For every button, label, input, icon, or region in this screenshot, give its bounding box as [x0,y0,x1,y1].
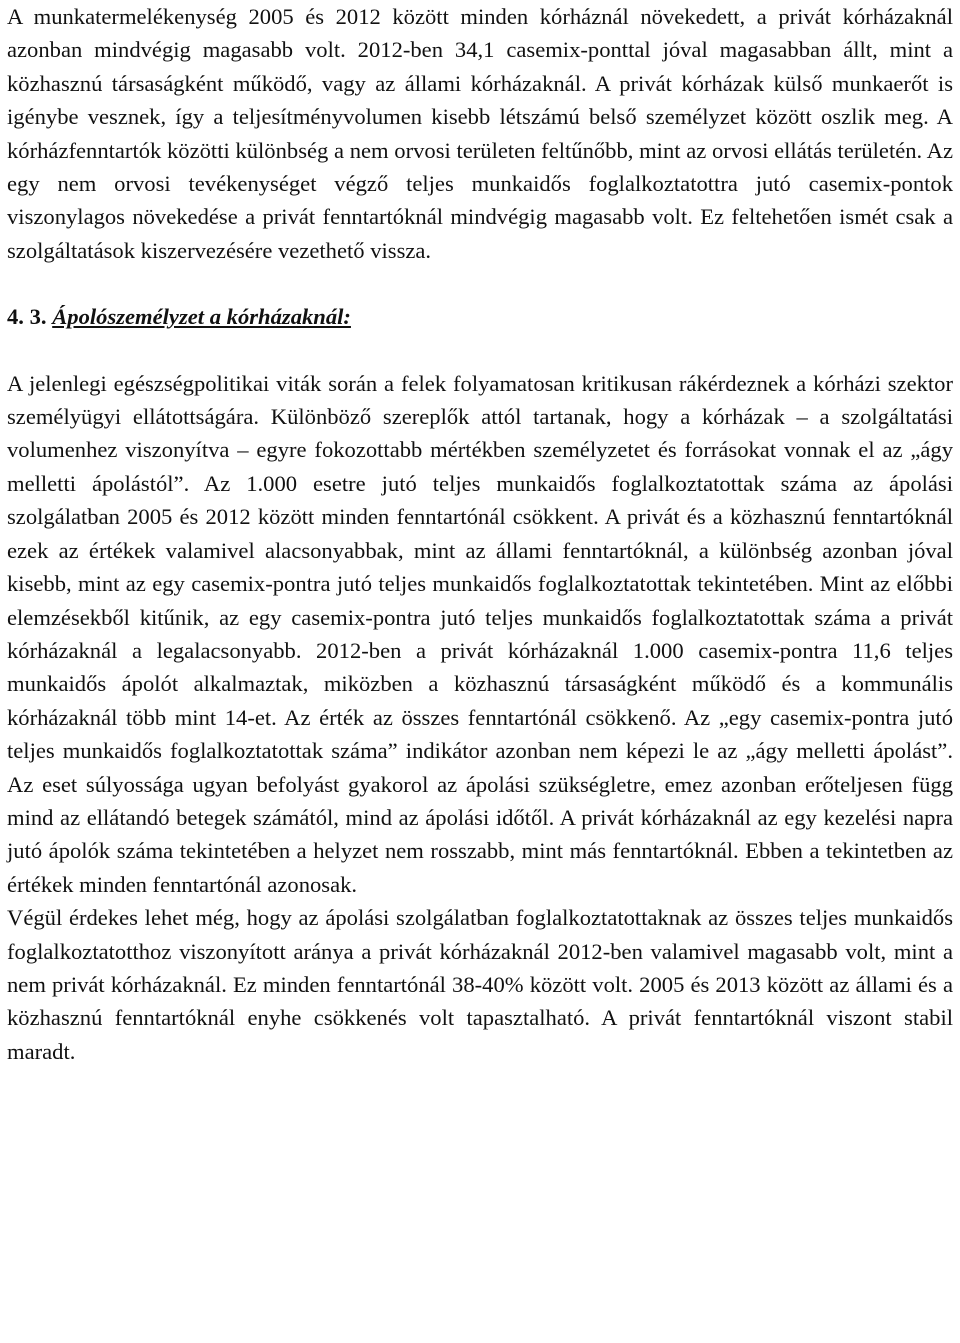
section-number: 4. 3. [7,304,47,330]
paragraph-nursing-share: Végül érdekes lehet még, hogy az ápolási szolgálatban foglalkoztatottaknak az összes teljes munkaidős foglalkoztatotthoz viszonyított aránya a privát kórházaknál 2012-ben valamivel magasabb volt, mint a nem privát kórházaknál. Ez minden fenntartónál 38-40% között volt. 2005 és 2013 között az állami és a közhasznú fenntartóknál enyhe csökkenés volt tapasztalható. A privát fenntartóknál viszont stabil maradt. [7,905,953,1064]
section-heading [7,300,953,333]
section-title: Ápolószemélyzet a kórházaknál: [52,304,351,330]
paragraph-nursing-staff: A jelenlegi egészségpolitikai viták során a felek folyamatosan kritikusan rákérdeznek a kórházi szektor személyügyi ellátottságára. Különböző szereplők attól tartanak, hogy a kórházak – a szolgáltatási volumenhez viszonyítva – egyre fokozottabb mértékben személyzetet és forrásokat vonnak el az „ágy melletti ápolástól”. Az 1.000 esetre jutó teljes munkaidős foglalkoztatottak száma az ápolási szolgálatban 2005 és 2012 között minden fenntartónál csökkent. A privát és a közhasznú fenntartóknál ezek az értékek valamivel alacsonyabbak, mint az állami fenntartóknál, a különbség azonban jóval kisebb, mint az egy casemix-pontra jutó teljes munkaidős foglalkoztatottak tekintetében. Mint az előbbi elemzésekből kitűnik, az egy casemix-pontra jutó teljes munkaidős foglalkoztatottak száma a privát kórházaknál a legalacsonyabb. 2012-ben a privát kórházaknál 1.000 casemix-pontra 11,6 teljes munkaidős ápolót alkalmaztak, miközben a közhasznú társaságként működő és a kommunális kórházaknál több mint 14-et. Az érték az összes fenntartónál csökkenő. Az „egy casemix-pontra jutó teljes munkaidős foglalkoztatottak száma” indikátor azonban nem képezi le az „ágy melletti ápolást”. Az eset súlyossága ugyan befolyást gyakorol az ápolási szükségletre, emez azonban erőteljesen függ mind az ellátandó betegek számától, mind az ápolási időtől. A privát kórházaknál az egy kezelési napra jutó ápolók száma tekintetében a helyzet nem rosszabb, mint más fenntartóknál. Ebben a tekintetben az értékek minden fenntartónál azonosak. [7,370,953,897]
document-page [7,0,953,1068]
paragraph-productivity: A munkatermelékenység 2005 és 2012 között minden kórháznál növekedett, a privát kórházaknál azonban mindvégig magasabb volt. 2012-ben 34,1 casemix-ponttal jóval magasabban állt, mint a közhasznú társaságként működő, vagy az állami kórházaknál. A privát kórházak külső munkaerőt is igénybe vesznek, így a teljesítményvolumen kisebb létszámú belső személyzet között oszlik meg. A kórházfenntartók közötti különbség a nem orvosi területen feltűnőbb, mint az orvosi ellátás területén. Az egy nem orvosi tevékenységet végző teljes munkaidős foglalkoztatottra jutó casemix-pontok viszonylagos növekedése a privát fenntartóknál mindvégig magasabb volt. Ez feltehetően ismét csak a szolgáltatások kiszervezésére vezethető vissza. [7,4,953,263]
